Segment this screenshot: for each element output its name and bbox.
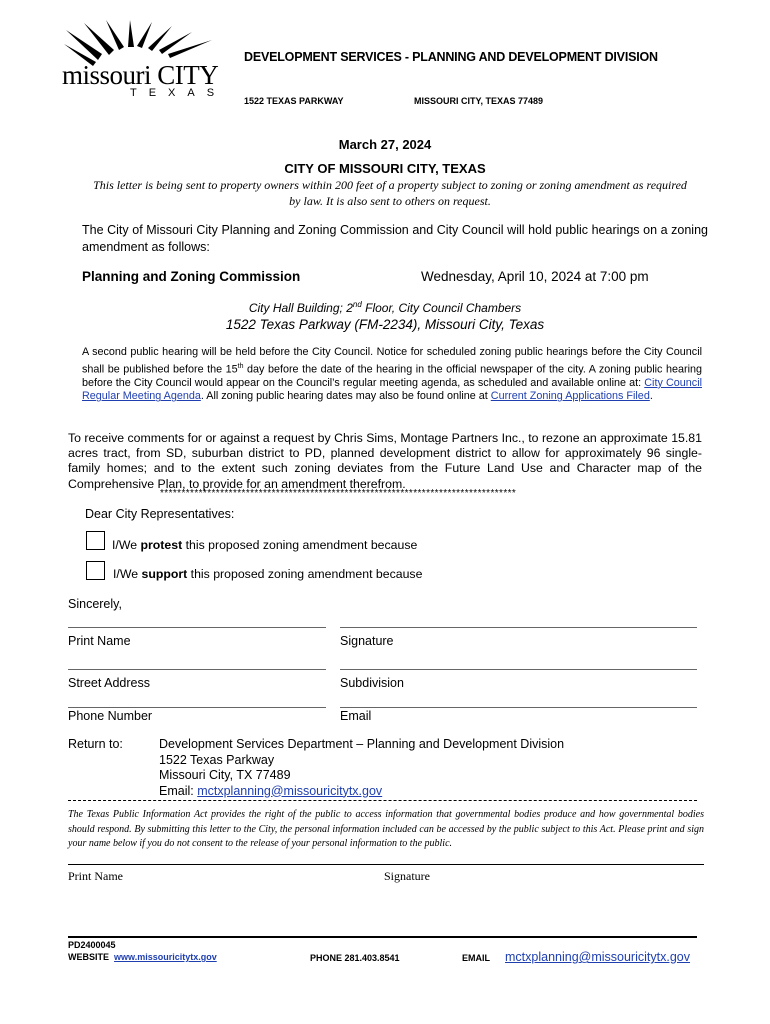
website-link[interactable]: www.missouricitytx.gov bbox=[114, 952, 217, 962]
intro-paragraph: The City of Missouri City Planning and Zoning Commission and City Council will hold public hearings on a zoning amendment as follows: bbox=[82, 223, 708, 254]
return-line-3: Missouri City, TX 77489 bbox=[159, 768, 291, 782]
header-street: 1522 TEXAS PARKWAY bbox=[244, 96, 344, 106]
second-hearing-paragraph: A second public hearing will be held before the City Council. Notice for scheduled zoning public hearings before the City Council shall be published before the 15th day before the date of the hearing in the official newspaper of the city. A zoning public hearing before the City Council would appear on the Council’s regular meeting agenda, as scheduled and available online at: City Council Regular Meeting Agenda. All zoning public hearing dates may also be found online at Current Zoning Applications Filed. bbox=[82, 346, 702, 403]
protest-checkbox[interactable] bbox=[86, 531, 105, 550]
council-agenda-link[interactable]: City Council Regular Meeting Agenda bbox=[82, 376, 702, 403]
footer-email-label: EMAIL bbox=[462, 953, 490, 963]
return-address bbox=[159, 737, 564, 799]
city-title: CITY OF MISSOURI CITY, TEXAS bbox=[284, 161, 486, 176]
signature-label: Signature bbox=[340, 634, 394, 648]
subdivision-field[interactable] bbox=[340, 669, 697, 670]
signature-field[interactable] bbox=[340, 627, 697, 628]
hearing-building: City Hall Building; 2nd Floor, City Council Chambers bbox=[248, 300, 522, 315]
footer-email-link[interactable]: mctxplanning@missouricitytx.gov bbox=[505, 950, 690, 964]
email-field[interactable] bbox=[340, 707, 697, 708]
footer-website: WEBSITE www.missouricitytx.gov bbox=[68, 952, 217, 962]
return-email-line: Email: mctxplanning@missouricitytx.gov bbox=[159, 783, 383, 798]
dashed-divider bbox=[68, 800, 697, 801]
street-address-label: Street Address bbox=[68, 676, 150, 690]
zoning-applications-link[interactable]: Current Zoning Applications Filed bbox=[490, 390, 650, 403]
department-title: DEVELOPMENT SERVICES - PLANNING AND DEVELOPMENT DIVISION bbox=[244, 50, 658, 64]
document-id: PD2400045 bbox=[68, 940, 116, 950]
consent-divider bbox=[68, 864, 704, 865]
hearing-datetime: Wednesday, April 10, 2024 at 7:00 pm bbox=[421, 269, 649, 284]
footer-phone: PHONE 281.403.8541 bbox=[310, 953, 400, 963]
subdivision-label: Subdivision bbox=[340, 676, 404, 690]
logo-wordmark: missouri CITY bbox=[62, 60, 219, 90]
consent-signature-label: Signature bbox=[384, 869, 430, 883]
support-option-label: I/We support this proposed zoning amendment because bbox=[113, 567, 423, 581]
hearing-address: 1522 Texas Parkway (FM-2234), Missouri City, Texas bbox=[225, 317, 545, 332]
header-city-state-zip: MISSOURI CITY, TEXAS 77489 bbox=[414, 96, 544, 106]
notice-text: This letter is being sent to property owners within 200 feet of a property subject to zoning or zoning amendment as required by law. It is also sent to others on request. bbox=[93, 178, 687, 208]
return-line-1: Development Services Department – Planning and Development Division bbox=[159, 737, 565, 751]
logo-state: TEXAS bbox=[130, 87, 227, 99]
phone-number-label: Phone Number bbox=[68, 709, 153, 723]
return-email-link[interactable]: mctxplanning@missouricitytx.gov bbox=[197, 783, 383, 798]
salutation: Dear City Representatives: bbox=[85, 507, 235, 521]
return-line-2: 1522 Texas Parkway bbox=[159, 752, 275, 767]
protest-option-label: I/We protest this proposed zoning amendment because bbox=[112, 538, 418, 552]
hearing-body: Planning and Zoning Commission bbox=[82, 269, 301, 284]
street-address-field[interactable] bbox=[68, 669, 326, 670]
missouri-city-logo bbox=[62, 18, 232, 103]
email-label: Email bbox=[340, 709, 372, 723]
sincerely: Sincerely, bbox=[68, 597, 122, 611]
request-paragraph: To receive comments for or against a request by Chris Sims, Montage Partners Inc., to rezone an approximate 15.81 acres tract, from SD, suburban district to PD, planned development district to allow for approximately 96 single-family homes; and to the extent such zoning deviates from the Future Land Use and Character map of the Comprehensive Plan, to provide for an amendment therefrom. bbox=[68, 431, 702, 491]
footer-rule bbox=[68, 936, 697, 938]
letter-date: March 27, 2024 bbox=[338, 137, 432, 152]
return-to-label: Return to: bbox=[68, 737, 123, 751]
separator: *********************************************************************************** bbox=[160, 488, 517, 499]
support-checkbox[interactable] bbox=[86, 561, 105, 580]
print-name-field[interactable] bbox=[68, 627, 326, 628]
public-information-act-text: The Texas Public Information Act provides the right of the public to access information that governmental bodies produce and how governmental bodies should respond. By submitting this letter to the City, the personal information included can be accessed by the public subject to this Act. Please print and sign your name below if you do not consent to the release of your personal information to the public. bbox=[68, 809, 704, 849]
phone-number-field[interactable] bbox=[68, 707, 326, 708]
print-name-label: Print Name bbox=[68, 634, 131, 648]
consent-print-name-label: Print Name bbox=[68, 869, 123, 883]
